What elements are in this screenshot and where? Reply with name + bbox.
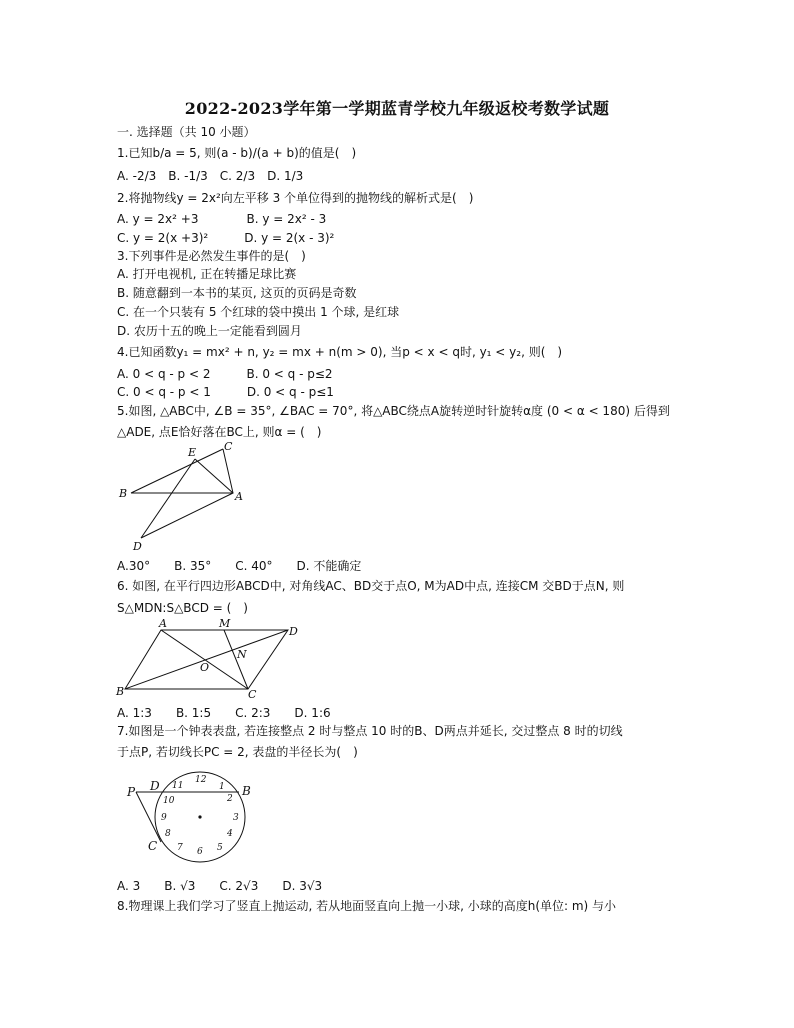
label-d: D (150, 779, 160, 793)
clock-number: 9 (161, 813, 167, 823)
q2-options-2: C. y = 2(x +3)² D. y = 2(x - 3)² (117, 231, 335, 245)
clock-number: 10 (163, 796, 175, 806)
clock-center-dot (198, 815, 201, 818)
clock-number: 5 (217, 843, 223, 853)
q6-stem-2: S△MDN:S△BCD = ( ) (117, 601, 248, 615)
q5-options: A.30° B. 35° C. 40° D. 不能确定 (117, 559, 362, 573)
triangle-abc-edge (131, 449, 233, 493)
label-n: N (237, 648, 247, 661)
diagonal-bd (125, 630, 288, 689)
clock-number: 4 (227, 829, 233, 839)
q5-stem-1: 5.如图, △ABC中, ∠B = 35°, ∠BAC = 70°, 将△ABC绕点A旋转逆时针旋转α度 (0 < α < 180) 后得到 (117, 404, 670, 418)
clock-number: 11 (172, 781, 184, 791)
tangent-pc (136, 792, 161, 842)
section-heading: 一. 选择题（共 10 小题） (117, 125, 256, 139)
q4-options-2: C. 0 < q - p < 1 D. 0 < q - p≤1 (117, 385, 334, 399)
q5-stem-2: △ADE, 点E恰好落在BC上, 则α = ( ) (117, 425, 322, 439)
triangle-rotation-figure (113, 440, 253, 555)
clock-number: 1 (219, 782, 225, 792)
label-o: O (200, 661, 210, 674)
label-d: D (289, 625, 298, 638)
label-c: C (248, 688, 257, 701)
q8-stem: 8.物理课上我们学习了竖直上抛运动, 若从地面竖直向上抛一小球, 小球的高度h(单位: m) 与小 (117, 899, 617, 913)
q3-stem: 3.下列事件是必然发生事件的是( ) (117, 249, 306, 263)
clock-number: 2 (227, 794, 233, 804)
clock-number: 6 (197, 847, 203, 857)
q6-options: A. 1:3 B. 1:5 C. 2:3 D. 1:6 (117, 706, 331, 720)
label-a: A (159, 617, 167, 630)
segment-bc (131, 449, 223, 493)
label-c: C (148, 839, 158, 853)
label-a: A (235, 490, 243, 503)
label-b: B (119, 487, 128, 500)
q2-options-1: A. y = 2x² +3 B. y = 2x² - 3 (117, 212, 327, 226)
q4-stem: 4.已知函数y₁ = mx² + n, y₂ = mx + n(m > 0), 当p < x < q时, y₁ < y₂, 则( ) (117, 345, 563, 359)
clock-number: 12 (195, 775, 207, 785)
clock-number: 8 (165, 829, 171, 839)
q4-options-1: A. 0 < q - p < 2 B. 0 < q - p≤2 (117, 367, 333, 381)
q1-stem: 1.已知b/a = 5, 则(a - b)/(a + b)的值是( ) (117, 146, 357, 160)
page-title: 2022-2023学年第一学期蓝青学校九年级返校考数学试题 (184, 99, 610, 118)
diagonal-ac (161, 630, 248, 689)
segment-da (141, 493, 233, 538)
q3-option-b: B. 随意翻到一本书的某页, 这页的页码是奇数 (117, 286, 357, 300)
clock-face-figure (123, 768, 263, 866)
q7-stem-2: 于点P, 若切线长PC = 2, 表盘的半径长为( ) (117, 745, 358, 759)
clock-number: 7 (177, 843, 183, 853)
label-c: C (224, 440, 233, 453)
label-p: P (127, 785, 136, 799)
q3-option-a: A. 打开电视机, 正在转播足球比赛 (117, 267, 297, 281)
q2-stem: 2.将抛物线y = 2x²向左平移 3 个单位得到的抛物线的解析式是( ) (117, 191, 474, 205)
segment-ed (141, 459, 195, 538)
q3-option-d: D. 农历十五的晚上一定能看到圆月 (117, 324, 302, 338)
segment-ae (195, 459, 233, 493)
label-e: E (188, 446, 197, 459)
label-b: B (116, 685, 125, 698)
q7-stem-1: 7.如图是一个钟表表盘, 若连接整点 2 时与整点 10 时的B、D两点并延长, 交过整点 8 时的切线 (117, 724, 623, 738)
q7-options: A. 3 B. √3 C. 2√3 D. 3√3 (117, 879, 323, 893)
label-b: B (242, 784, 251, 798)
parallelogram-figure (113, 616, 303, 701)
label-d: D (133, 540, 142, 553)
q1-options: A. -2/3 B. -1/3 C. 2/3 D. 1/3 (117, 169, 304, 183)
clock-number: 3 (233, 813, 239, 823)
q3-option-c: C. 在一个只装有 5 个红球的袋中摸出 1 个球, 是红球 (117, 305, 400, 319)
q6-stem-1: 6. 如图, 在平行四边形ABCD中, 对角线AC、BD交于点O, M为AD中点, 连接CM 交BD于点N, 则 (117, 579, 625, 593)
label-m: M (219, 617, 231, 630)
